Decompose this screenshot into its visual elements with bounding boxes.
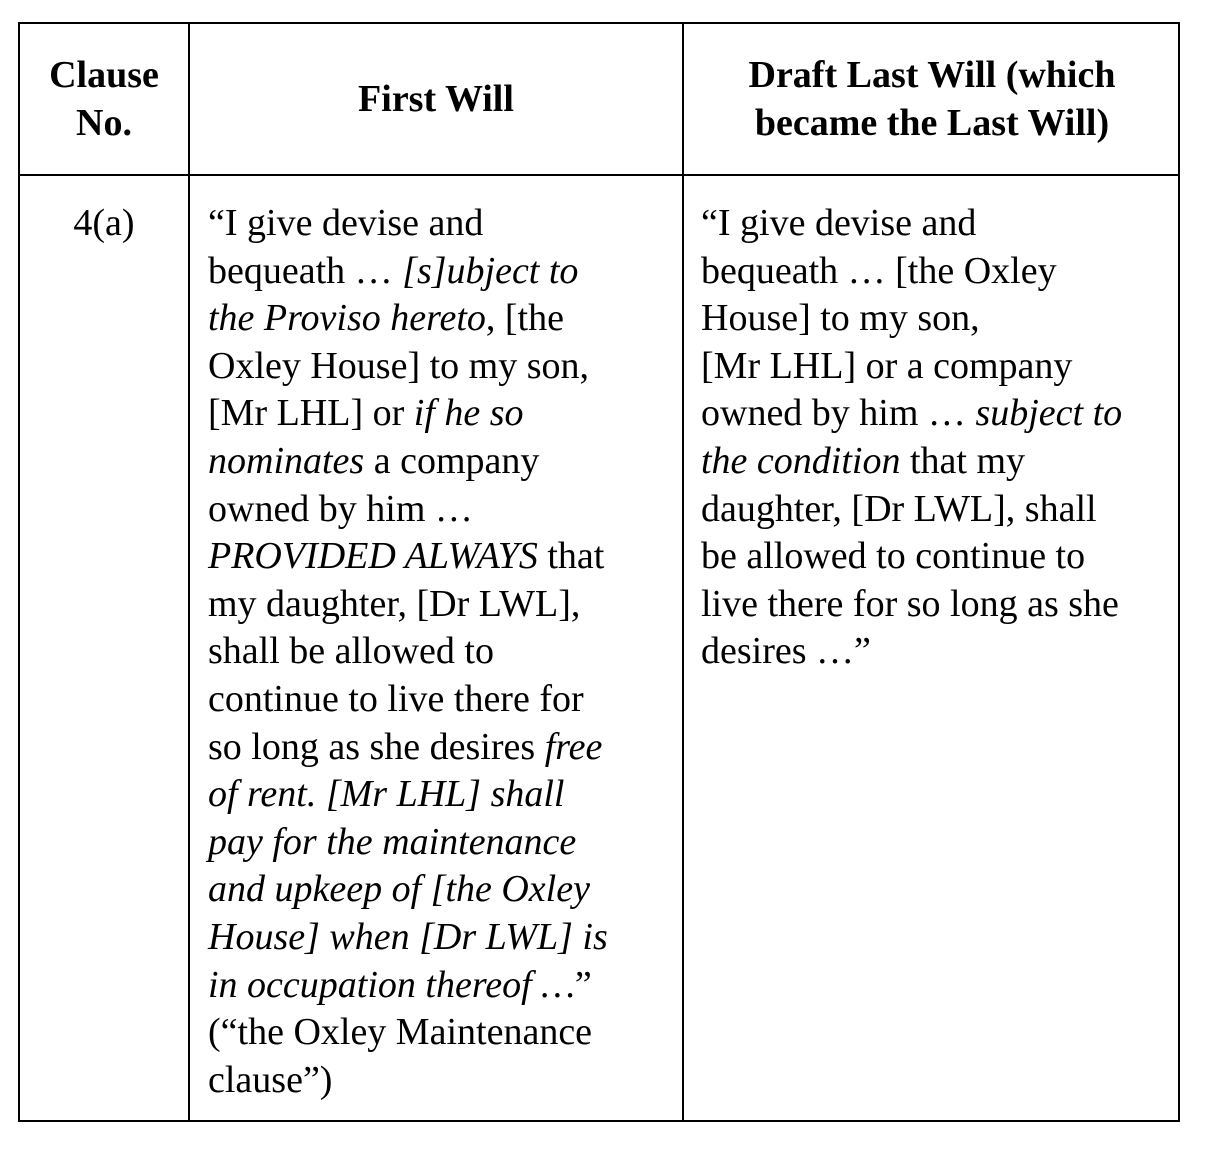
column-divider <box>682 24 684 1120</box>
text-run: House] to my son, <box>701 297 980 340</box>
text-run: continue to live there for <box>208 677 584 720</box>
cell-draft-last-will <box>701 200 1171 676</box>
cell-first-will <box>208 200 668 1104</box>
text-line <box>701 343 1171 391</box>
italic-text-run: [s]ubject to <box>402 249 579 292</box>
italic-text-run: of rent. [Mr LHL] shall <box>208 773 565 816</box>
italic-text-run: and upkeep of [the Oxley <box>208 868 590 911</box>
italic-text-run: free <box>544 725 603 768</box>
text-line <box>208 962 668 1010</box>
text-run: that <box>537 535 605 578</box>
text-line <box>208 1009 668 1057</box>
cell-clause-no: 4(a) <box>73 202 135 244</box>
text-run: so long as she desires <box>208 725 545 768</box>
text-run: be allowed to continue to <box>701 535 1086 578</box>
text-line <box>701 200 1171 248</box>
text-line <box>208 533 668 581</box>
text-line <box>208 248 668 296</box>
text-line <box>208 866 668 914</box>
text-run: ” <box>574 963 592 1006</box>
header-draft-last-will: Draft Last Will (which became the Last Will) <box>748 54 1116 144</box>
text-line <box>208 914 668 962</box>
text-line <box>208 771 668 819</box>
header-divider <box>20 174 1178 176</box>
text-line <box>701 390 1171 438</box>
italic-text-run: in occupation thereof … <box>208 963 575 1006</box>
text-line <box>208 581 668 629</box>
text-line <box>208 1057 668 1105</box>
text-line <box>208 819 668 867</box>
header-first-will: First Will <box>358 78 514 120</box>
text-line <box>208 390 668 438</box>
text-line <box>701 486 1171 534</box>
text-line <box>208 724 668 772</box>
text-run: that my <box>900 439 1026 482</box>
text-line <box>701 628 1171 676</box>
text-line <box>208 486 668 534</box>
will-comparison-table <box>18 22 1180 1122</box>
text-run: daughter, [Dr LWL], shall <box>701 487 1097 530</box>
text-line <box>701 581 1171 629</box>
text-run: owned by him … <box>701 392 976 435</box>
text-run: owned by him … <box>208 487 473 530</box>
text-run: , [the <box>485 297 564 340</box>
text-run: “I give devise and <box>701 202 977 244</box>
italic-text-run: PROVIDED ALWAYS <box>208 535 538 578</box>
text-run: bequeath … [the Oxley <box>701 249 1057 292</box>
text-line <box>701 295 1171 343</box>
text-run: shall be allowed to <box>208 630 494 673</box>
text-line <box>208 295 668 343</box>
italic-text-run: nominates <box>208 439 365 482</box>
text-line <box>701 438 1171 486</box>
text-run: “I give devise and <box>208 202 484 244</box>
text-run: a company <box>364 439 540 482</box>
text-run: [Mr LHL] or a company <box>701 344 1073 387</box>
text-line <box>701 533 1171 581</box>
text-line <box>208 200 668 248</box>
text-run: clause”) <box>208 1058 333 1101</box>
italic-text-run: if he so <box>413 392 524 435</box>
text-run: my daughter, [Dr LWL], <box>208 582 581 625</box>
column-divider <box>188 24 190 1120</box>
text-run: [Mr LHL] or <box>208 392 414 435</box>
italic-text-run: subject to <box>975 392 1123 435</box>
italic-text-run: the Proviso hereto <box>208 297 486 340</box>
text-line <box>208 438 668 486</box>
text-run: live there for so long as she <box>701 582 1119 625</box>
italic-text-run: the condition <box>701 439 901 482</box>
text-line <box>701 248 1171 296</box>
text-run: desires …” <box>701 630 871 673</box>
italic-text-run: House] when [Dr LWL] is <box>208 915 608 958</box>
text-run: (“the Oxley Maintenance <box>208 1011 593 1054</box>
italic-text-run: pay for the maintenance <box>208 820 577 863</box>
text-line <box>208 628 668 676</box>
text-run: Oxley House] to my son, <box>208 344 590 387</box>
text-line <box>208 343 668 391</box>
header-clause-no: Clause No. <box>49 54 159 144</box>
text-line <box>208 676 668 724</box>
text-run: bequeath … <box>208 249 403 292</box>
